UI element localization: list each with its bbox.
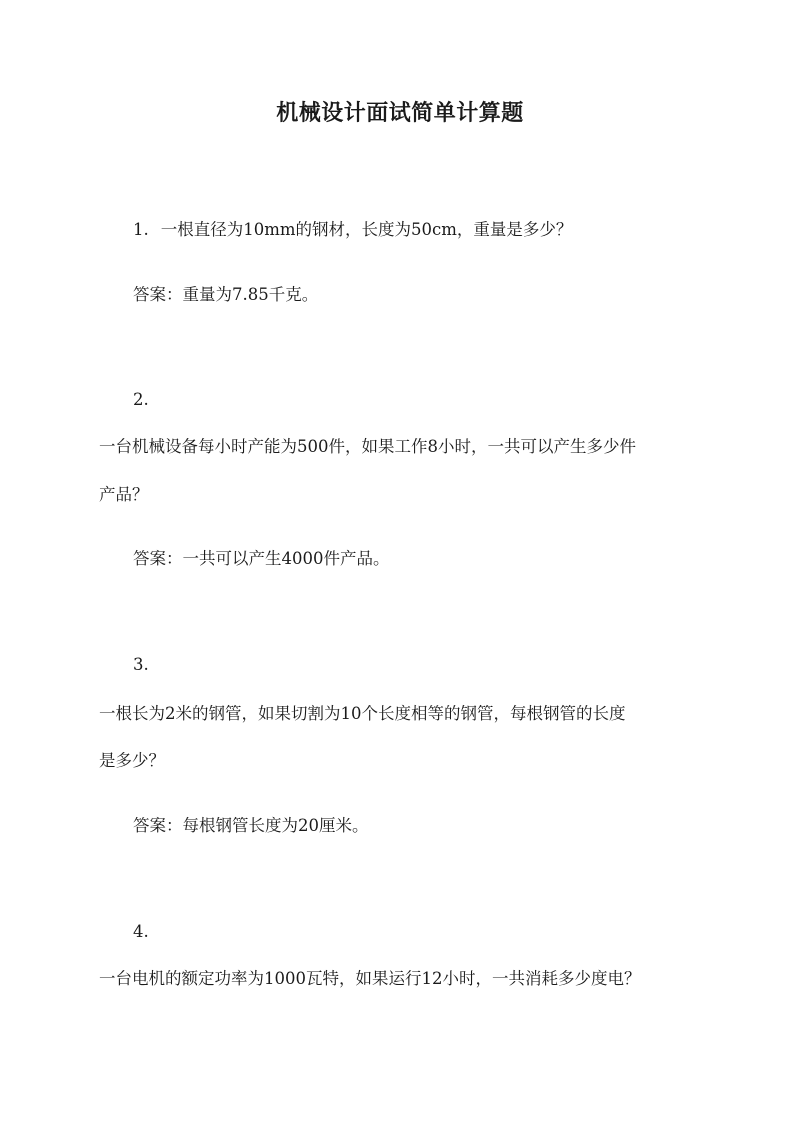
- question-3-number: 3.: [133, 655, 149, 674]
- question-2-text-line-2: 产品？: [99, 485, 149, 504]
- question-1: [133, 219, 572, 241]
- question-4-text-line-1: 一台电机的额定功率为1000瓦特，如果运行12小时，一共消耗多少度电？: [99, 969, 641, 988]
- question-2-text-line-1: 一台机械设备每小时产能为500件，如果工作8小时，一共可以产生多少件: [99, 437, 636, 456]
- answer-1: 答案：重量为7.85千克。: [133, 285, 319, 304]
- question-4-number: 4.: [133, 922, 149, 941]
- question-1-number: 1.: [133, 220, 149, 239]
- question-2-number: 2.: [133, 390, 149, 409]
- question-1-text: 一根直径为10mm的钢材，长度为50cm，重量是多少？: [160, 220, 573, 239]
- question-3-text-line-2: 是多少？: [99, 751, 165, 770]
- question-3-text-line-1: 一根长为2米的钢管，如果切割为10个长度相等的钢管，每根钢管的长度: [99, 704, 626, 723]
- answer-2: 答案：一共可以产生4000件产品。: [133, 549, 390, 568]
- page-title: 机械设计面试简单计算题: [276, 100, 524, 126]
- answer-3: 答案：每根钢管长度为20厘米。: [133, 816, 369, 835]
